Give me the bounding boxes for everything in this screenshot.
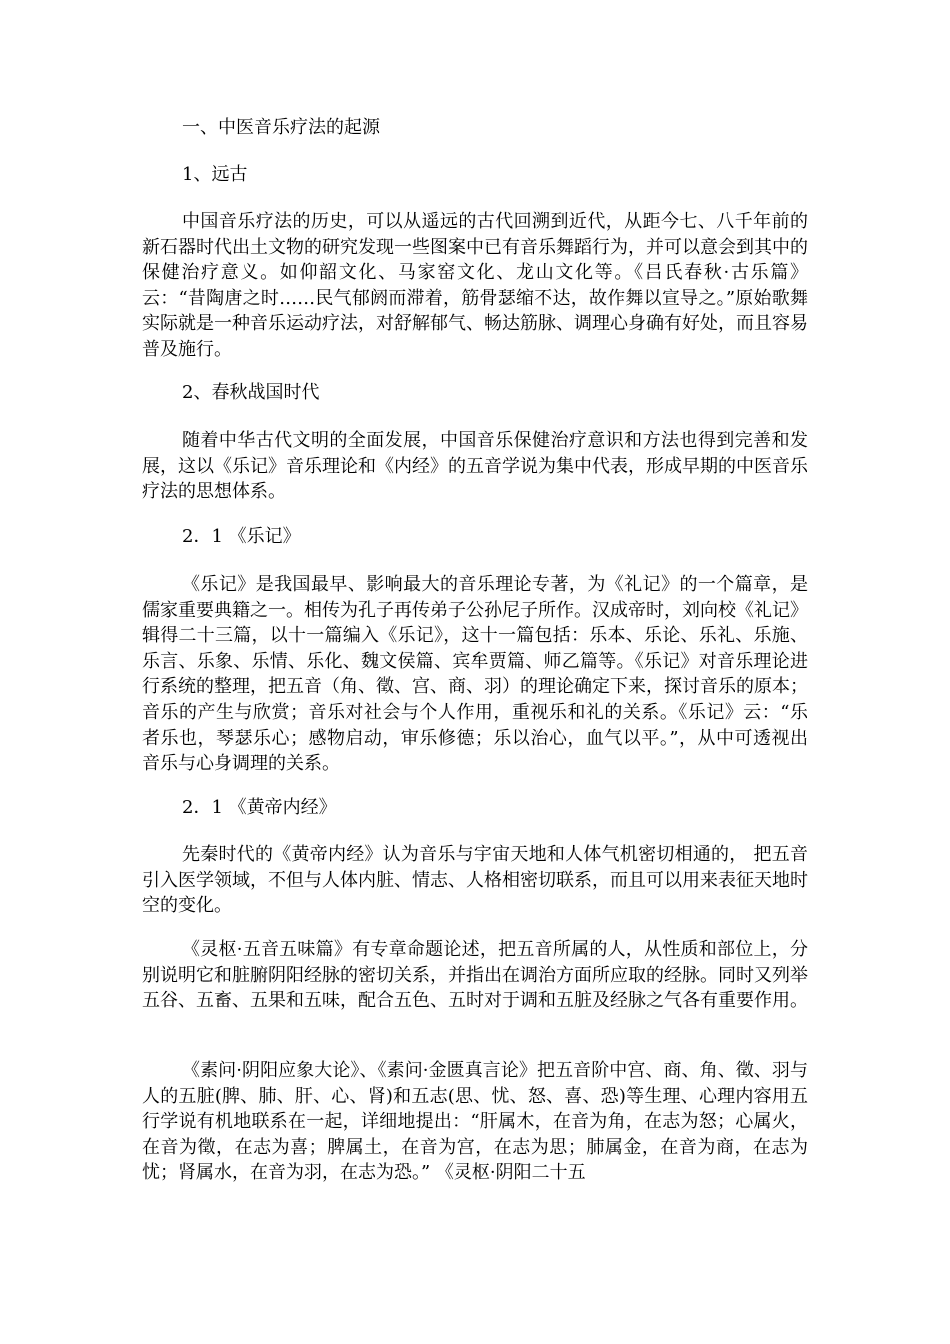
paragraph-chunqiu: 随着中华古代文明的全面发展，中国音乐保健治疗意识和方法也得到完善和发展，这以《乐记》音乐理论和《内经》的五音学说为集中代表，形成早期的中医音乐疗法的思想体系。 [142,430,808,503]
paragraph-yuangu: 中国音乐疗法的历史，可以从遥远的古代回溯到近代，从距今七、八千年前的新石器时代出土文物的研究发现一些图案中已有音乐舞蹈行为，并可以意会到其中的保健治疗意义。如仰韶文化、马家窑文化、龙山文化等。《吕氏春秋·古乐篇》云：“昔陶唐之时……民气郁阏而滞着，筋骨瑟缩不达，故作舞以宣导之。”原始歌舞实际就是一种音乐运动疗法，对舒解郁气、畅达筋脉、调理心身确有好处，而且容易普及施行。 [142,211,808,360]
section-title: 一、中医音乐疗法的起源 [182,117,380,138]
heading-yueji: 2．1 《乐记》 [182,526,301,547]
paragraph-suwen: 《素问·阴阳应象大论》、《素问·金匮真言论》把五音阶中宫、商、角、徵、羽与人的五脏(脾、肺、肝、心、肾)和五志(思、忧、怒、喜、恐)等生理、心理内容用五行学说有机地联系在一起，详细地提出：“肝属木，在音为角，在志为怒；心属火，在音为徵，在志为喜；脾属土，在音为宫，在志为思；肺属金，在音为商，在志为忧；肾属水，在音为羽，在志为恐。” 《灵枢·阴阳二十五 [142,1060,808,1184]
heading-neijing: 2．1 《黄帝内经》 [182,797,337,818]
heading-chunqiu: 2、春秋战国时代 [182,382,320,403]
paragraph-neijing: 先秦时代的《黄帝内经》认为音乐与宇宙天地和人体气机密切相通的， 把五音引入医学领域，不但与人体内脏、情志、人格相密切联系，而且可以用来表征天地时空的变化。 [142,844,808,917]
paragraph-yueji: 《乐记》是我国最早、影响最大的音乐理论专著，为《礼记》的一个篇章，是儒家重要典籍之一。相传为孔子再传弟子公孙尼子所作。汉成帝时，刘向校《礼记》辑得二十三篇，以十一篇编入《乐记》，这十一篇包括：乐本、乐论、乐礼、乐施、乐言、乐象、乐情、乐化、魏文侯篇、宾牟贾篇、师乙篇等。《乐记》对音乐理论进行系统的整理，把五音（角、徵、宫、商、羽）的理论确定下来，探讨音乐的原本；音乐的产生与欣赏；音乐对社会与个人作用，重视乐和礼的关系。《乐记》云：“乐者乐也，琴瑟乐心；感物启动，审乐修德；乐以治心，血气以平。”，从中可透视出音乐与心身调理的关系。 [142,574,808,775]
paragraph-lingshu: 《灵枢·五音五味篇》有专章命题论述，把五音所属的人，从性质和部位上，分别说明它和脏腑阴阳经脉的密切关系，并指出在调治方面所应取的经脉。同时又列举五谷、五畜、五果和五味，配合五色、五时对于调和五脏及经脉之气各有重要作用。 [142,939,808,1012]
heading-yuangu: 1、远古 [182,164,248,185]
